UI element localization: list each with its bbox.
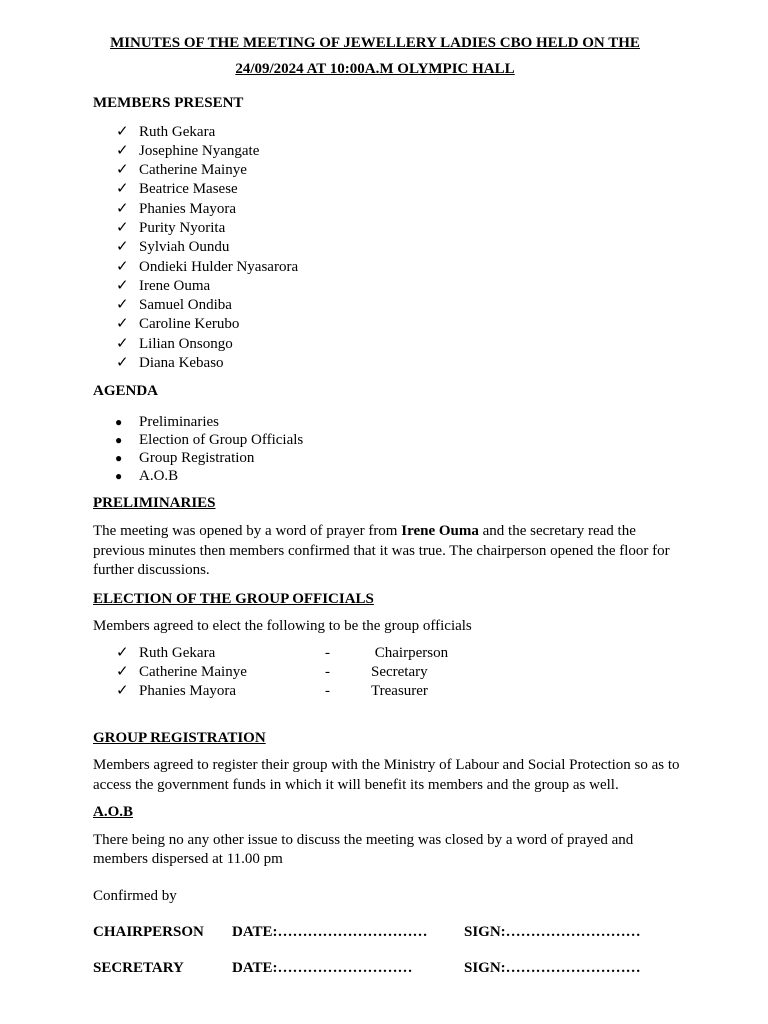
official-role: Treasurer: [371, 683, 428, 700]
document-title-line-1: MINUTES OF THE MEETING OF JEWELLERY LADIES CBO HELD ON THE: [110, 35, 640, 51]
secretary-role-label: SECRETARY: [93, 960, 184, 977]
member-name: Beatrice Masese: [139, 181, 238, 198]
agenda-item: [93, 413, 683, 431]
members-present-heading: MEMBERS PRESENT: [93, 95, 244, 111]
aob-heading: A.O.B: [93, 804, 134, 821]
members-list: [93, 123, 683, 374]
official-item: [93, 663, 683, 682]
official-item: [93, 644, 683, 663]
agenda-item: [93, 467, 683, 485]
chairperson-signature-row: [93, 923, 683, 942]
agenda-list: [93, 413, 683, 486]
check-icon: ✓: [116, 123, 129, 140]
member-name: Catherine Mainye: [139, 162, 247, 179]
member-name: Sylviah Oundu: [139, 239, 230, 256]
member-name: Ondieki Hulder Nyasarora: [139, 258, 299, 275]
member-name: Diana Kebaso: [139, 355, 224, 372]
agenda-item: [93, 431, 683, 449]
aob-paragraph: There being no any other issue to discuss the meeting was closed by a word of prayed and members dispersed at 11.00 pm: [93, 831, 634, 868]
member-item: [93, 142, 683, 161]
check-icon: ✓: [116, 316, 129, 333]
member-item: [93, 123, 683, 142]
member-name: Phanies Mayora: [139, 200, 237, 217]
official-item: [93, 682, 683, 701]
member-name: Josephine Nyangate: [139, 142, 260, 159]
member-item: [93, 296, 683, 315]
officials-list: [93, 644, 683, 702]
check-icon: ✓: [116, 335, 129, 352]
agenda-item: [93, 449, 683, 467]
member-item: [93, 354, 683, 373]
check-icon: ✓: [116, 200, 129, 217]
check-icon: ✓: [116, 258, 129, 275]
official-dash: -: [325, 644, 330, 661]
preliminaries-text-start: The meeting was opened by a word of prayer from: [93, 523, 402, 540]
member-item: [93, 335, 683, 354]
check-icon: ✓: [116, 355, 129, 372]
preliminaries-paragraph: [93, 522, 683, 581]
check-icon: ✓: [116, 297, 129, 314]
agenda-heading: AGENDA: [93, 383, 159, 400]
member-name: Ruth Gekara: [139, 123, 216, 140]
check-icon: ✓: [116, 181, 129, 198]
official-role: Chairperson: [371, 644, 449, 661]
election-intro: Members agreed to elect the following to be the group officials: [93, 618, 472, 635]
member-name: Samuel Ondiba: [139, 297, 232, 314]
member-item: [93, 161, 683, 180]
official-dash: -: [325, 683, 330, 700]
group-registration-heading: GROUP REGISTRATION: [93, 729, 266, 746]
member-item: [93, 200, 683, 219]
member-item: [93, 219, 683, 238]
check-icon: ✓: [116, 219, 129, 236]
member-item: [93, 180, 683, 199]
official-name: Catherine Mainye: [139, 663, 247, 680]
official-dash: -: [325, 663, 330, 680]
preliminaries-text-end: and the secretary read the previous minutes then members confirmed that it was true. The chairperson opened the floor for further discussions.: [93, 523, 670, 579]
member-name: Caroline Kerubo: [139, 316, 240, 333]
secretary-date-field: DATE:………………………: [232, 960, 413, 977]
check-icon: ✓: [116, 239, 129, 256]
member-item: [93, 258, 683, 277]
chairperson-sign-field: SIGN:………………………: [464, 924, 641, 941]
agenda-item-label: Preliminaries: [139, 413, 219, 430]
member-item: [93, 238, 683, 257]
bullet-icon: ●: [115, 433, 123, 448]
official-name: Ruth Gekara: [139, 644, 216, 661]
member-name: Irene Ouma: [139, 277, 211, 294]
confirmed-by-label: Confirmed by: [93, 887, 177, 904]
agenda-item-label: Election of Group Officials: [139, 432, 304, 449]
check-icon: ✓: [116, 644, 129, 661]
preliminaries-heading: PRELIMINARIES: [93, 494, 216, 511]
member-name: Purity Nyorita: [139, 219, 226, 236]
official-role: Secretary: [371, 663, 428, 680]
bullet-icon: ●: [115, 451, 123, 466]
bullet-icon: ●: [115, 469, 123, 484]
chairperson-role-label: CHAIRPERSON: [93, 924, 204, 941]
member-item: [93, 277, 683, 296]
group-registration-paragraph: Members agreed to register their group with the Ministry of Labour and Social Protection so as to access the government funds in which it will benefit its members and the group as well.: [93, 757, 680, 793]
check-icon: ✓: [116, 663, 129, 680]
election-heading: ELECTION OF THE GROUP OFFICIALS: [93, 590, 374, 607]
bullet-icon: ●: [115, 414, 123, 429]
minutes-document: [93, 30, 683, 978]
secretary-sign-field: SIGN:………………………: [464, 960, 641, 977]
check-icon: ✓: [116, 683, 129, 700]
agenda-item-label: Group Registration: [139, 450, 255, 467]
check-icon: ✓: [116, 162, 129, 179]
prayer-leader-name: Irene Ouma: [401, 523, 479, 540]
check-icon: ✓: [116, 277, 129, 294]
chairperson-date-field: DATE:…………………………: [232, 924, 428, 941]
check-icon: ✓: [116, 142, 129, 159]
document-title-line-2: 24/09/2024 AT 10:00A.M OLYMPIC HALL: [235, 61, 515, 77]
member-item: [93, 315, 683, 334]
secretary-signature-row: [93, 959, 683, 978]
official-name: Phanies Mayora: [139, 683, 237, 700]
member-name: Lilian Onsongo: [139, 335, 233, 352]
agenda-item-label: A.O.B: [139, 468, 179, 485]
